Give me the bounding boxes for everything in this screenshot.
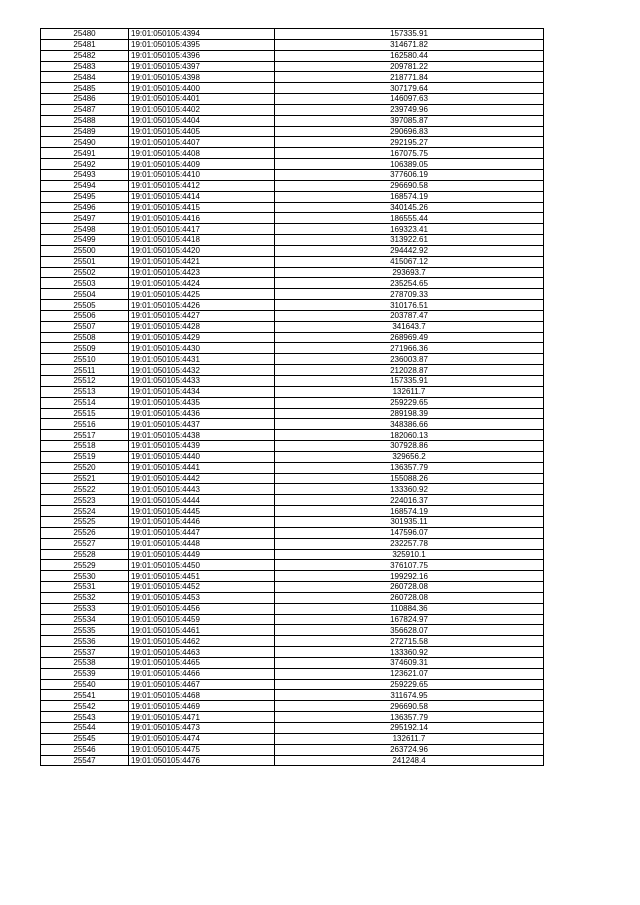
cadastral-number-cell: 19:01:050105:4468: [129, 690, 275, 701]
row-number-cell: 25488: [41, 115, 129, 126]
cadastral-number-cell: 19:01:050105:4433: [129, 376, 275, 387]
row-number-cell: 25543: [41, 712, 129, 723]
cadastral-number-cell: 19:01:050105:4414: [129, 191, 275, 202]
value-cell: 212028.87: [275, 365, 544, 376]
table-row: [41, 647, 544, 658]
row-number-cell: 25515: [41, 408, 129, 419]
value-cell: 155088.26: [275, 473, 544, 484]
table-row: [41, 235, 544, 246]
row-number-cell: 25491: [41, 148, 129, 159]
table-row: [41, 668, 544, 679]
table-row: [41, 376, 544, 387]
cadastral-number-cell: 19:01:050105:4451: [129, 571, 275, 582]
cadastral-number-cell: 19:01:050105:4420: [129, 245, 275, 256]
row-number-cell: 25544: [41, 723, 129, 734]
row-number-cell: 25530: [41, 571, 129, 582]
value-cell: 307179.64: [275, 83, 544, 94]
row-number-cell: 25507: [41, 321, 129, 332]
cadastral-number-cell: 19:01:050105:4429: [129, 332, 275, 343]
value-cell: 311674.95: [275, 690, 544, 701]
value-cell: 289198.39: [275, 408, 544, 419]
value-cell: 259229.65: [275, 679, 544, 690]
value-cell: 278709.33: [275, 289, 544, 300]
cadastral-number-cell: 19:01:050105:4447: [129, 527, 275, 538]
value-cell: 162580.44: [275, 50, 544, 61]
row-number-cell: 25526: [41, 527, 129, 538]
table-row: [41, 571, 544, 582]
table-row: [41, 495, 544, 506]
table-row: [41, 614, 544, 625]
row-number-cell: 25533: [41, 603, 129, 614]
cadastral-number-cell: 19:01:050105:4471: [129, 712, 275, 723]
cadastral-number-cell: 19:01:050105:4459: [129, 614, 275, 625]
row-number-cell: 25536: [41, 636, 129, 647]
value-cell: 236003.87: [275, 354, 544, 365]
cadastral-number-cell: 19:01:050105:4412: [129, 180, 275, 191]
table-row: [41, 603, 544, 614]
value-cell: 271966.36: [275, 343, 544, 354]
cadastral-number-cell: 19:01:050105:4398: [129, 72, 275, 83]
value-cell: 168574.19: [275, 191, 544, 202]
table-row: [41, 104, 544, 115]
value-cell: 313922.61: [275, 235, 544, 246]
value-cell: 168574.19: [275, 506, 544, 517]
row-number-cell: 25521: [41, 473, 129, 484]
cadastral-number-cell: 19:01:050105:4448: [129, 538, 275, 549]
row-number-cell: 25532: [41, 592, 129, 603]
table-row: [41, 310, 544, 321]
row-number-cell: 25524: [41, 506, 129, 517]
table-row: [41, 126, 544, 137]
value-cell: 203787.47: [275, 310, 544, 321]
table-row: [41, 94, 544, 105]
row-number-cell: 25518: [41, 441, 129, 452]
cadastral-number-cell: 19:01:050105:4415: [129, 202, 275, 213]
table-row: [41, 451, 544, 462]
cadastral-number-cell: 19:01:050105:4440: [129, 451, 275, 462]
row-number-cell: 25492: [41, 159, 129, 170]
table-row: [41, 180, 544, 191]
table-body: [41, 29, 544, 766]
value-cell: 209781.22: [275, 61, 544, 72]
table-row: [41, 484, 544, 495]
table-row: [41, 549, 544, 560]
table-row: [41, 636, 544, 647]
cadastral-number-cell: 19:01:050105:4443: [129, 484, 275, 495]
table-row: [41, 506, 544, 517]
value-cell: 348386.66: [275, 419, 544, 430]
table-row: [41, 245, 544, 256]
cadastral-number-cell: 19:01:050105:4416: [129, 213, 275, 224]
cadastral-number-cell: 19:01:050105:4395: [129, 39, 275, 50]
cadastral-number-cell: 19:01:050105:4397: [129, 61, 275, 72]
cadastral-number-cell: 19:01:050105:4438: [129, 430, 275, 441]
row-number-cell: 25516: [41, 419, 129, 430]
table-row: [41, 115, 544, 126]
row-number-cell: 25490: [41, 137, 129, 148]
value-cell: 259229.65: [275, 397, 544, 408]
cadastral-number-cell: 19:01:050105:4466: [129, 668, 275, 679]
row-number-cell: 25523: [41, 495, 129, 506]
cadastral-number-cell: 19:01:050105:4436: [129, 408, 275, 419]
row-number-cell: 25517: [41, 430, 129, 441]
value-cell: 296690.58: [275, 180, 544, 191]
table-row: [41, 289, 544, 300]
row-number-cell: 25503: [41, 278, 129, 289]
table-row: [41, 354, 544, 365]
cadastral-number-cell: 19:01:050105:4469: [129, 701, 275, 712]
table-row: [41, 332, 544, 343]
value-cell: 157335.91: [275, 29, 544, 40]
row-number-cell: 25498: [41, 224, 129, 235]
value-cell: 260728.08: [275, 582, 544, 593]
table-row: [41, 527, 544, 538]
row-number-cell: 25520: [41, 462, 129, 473]
cadastral-number-cell: 19:01:050105:4467: [129, 679, 275, 690]
table-row: [41, 386, 544, 397]
row-number-cell: 25514: [41, 397, 129, 408]
cadastral-number-cell: 19:01:050105:4449: [129, 549, 275, 560]
cadastral-number-cell: 19:01:050105:4474: [129, 733, 275, 744]
table-row: [41, 516, 544, 527]
value-cell: 199292.16: [275, 571, 544, 582]
row-number-cell: 25508: [41, 332, 129, 343]
cadastral-number-cell: 19:01:050105:4456: [129, 603, 275, 614]
row-number-cell: 25525: [41, 516, 129, 527]
row-number-cell: 25519: [41, 451, 129, 462]
cadastral-number-cell: 19:01:050105:4427: [129, 310, 275, 321]
row-number-cell: 25482: [41, 50, 129, 61]
table-row: [41, 278, 544, 289]
cadastral-number-cell: 19:01:050105:4434: [129, 386, 275, 397]
value-cell: 295192.14: [275, 723, 544, 734]
cadastral-number-cell: 19:01:050105:4418: [129, 235, 275, 246]
table-row: [41, 72, 544, 83]
row-number-cell: 25495: [41, 191, 129, 202]
value-cell: 239749.96: [275, 104, 544, 115]
value-cell: 294442.92: [275, 245, 544, 256]
table-row: [41, 256, 544, 267]
row-number-cell: 25528: [41, 549, 129, 560]
cadastral-number-cell: 19:01:050105:4462: [129, 636, 275, 647]
row-number-cell: 25545: [41, 733, 129, 744]
row-number-cell: 25505: [41, 300, 129, 311]
row-number-cell: 25531: [41, 582, 129, 593]
row-number-cell: 25539: [41, 668, 129, 679]
value-cell: 268969.49: [275, 332, 544, 343]
value-cell: 182060.13: [275, 430, 544, 441]
value-cell: 218771.84: [275, 72, 544, 83]
value-cell: 341643.7: [275, 321, 544, 332]
row-number-cell: 25481: [41, 39, 129, 50]
value-cell: 136357.79: [275, 712, 544, 723]
cadastral-number-cell: 19:01:050105:4453: [129, 592, 275, 603]
cadastral-number-cell: 19:01:050105:4405: [129, 126, 275, 137]
row-number-cell: 25494: [41, 180, 129, 191]
value-cell: 263724.96: [275, 744, 544, 755]
value-cell: 290696.83: [275, 126, 544, 137]
value-cell: 147596.07: [275, 527, 544, 538]
row-number-cell: 25534: [41, 614, 129, 625]
table-row: [41, 202, 544, 213]
cadastral-value-table: [40, 28, 544, 766]
row-number-cell: 25538: [41, 657, 129, 668]
cadastral-number-cell: 19:01:050105:4426: [129, 300, 275, 311]
value-cell: 133360.92: [275, 647, 544, 658]
value-cell: 123621.07: [275, 668, 544, 679]
table-row: [41, 690, 544, 701]
cadastral-number-cell: 19:01:050105:4421: [129, 256, 275, 267]
table-row: [41, 365, 544, 376]
row-number-cell: 25504: [41, 289, 129, 300]
cadastral-number-cell: 19:01:050105:4452: [129, 582, 275, 593]
table-row: [41, 538, 544, 549]
row-number-cell: 25547: [41, 755, 129, 766]
cadastral-number-cell: 19:01:050105:4400: [129, 83, 275, 94]
table-row: [41, 408, 544, 419]
table-row: [41, 592, 544, 603]
table-row: [41, 462, 544, 473]
table-row: [41, 148, 544, 159]
table-row: [41, 723, 544, 734]
table-row: [41, 560, 544, 571]
row-number-cell: 25510: [41, 354, 129, 365]
cadastral-number-cell: 19:01:050105:4410: [129, 169, 275, 180]
table-row: [41, 159, 544, 170]
row-number-cell: 25512: [41, 376, 129, 387]
cadastral-number-cell: 19:01:050105:4407: [129, 137, 275, 148]
table-row: [41, 169, 544, 180]
value-cell: 241248.4: [275, 755, 544, 766]
cadastral-number-cell: 19:01:050105:4441: [129, 462, 275, 473]
table-row: [41, 733, 544, 744]
cadastral-number-cell: 19:01:050105:4475: [129, 744, 275, 755]
cadastral-number-cell: 19:01:050105:4473: [129, 723, 275, 734]
row-number-cell: 25527: [41, 538, 129, 549]
cadastral-number-cell: 19:01:050105:4476: [129, 755, 275, 766]
table-row: [41, 224, 544, 235]
table-row: [41, 712, 544, 723]
value-cell: 169323.41: [275, 224, 544, 235]
table-row: [41, 50, 544, 61]
cadastral-number-cell: 19:01:050105:4432: [129, 365, 275, 376]
row-number-cell: 25541: [41, 690, 129, 701]
table-row: [41, 39, 544, 50]
cadastral-number-cell: 19:01:050105:4402: [129, 104, 275, 115]
row-number-cell: 25502: [41, 267, 129, 278]
value-cell: 136357.79: [275, 462, 544, 473]
value-cell: 377606.19: [275, 169, 544, 180]
row-number-cell: 25480: [41, 29, 129, 40]
cadastral-number-cell: 19:01:050105:4463: [129, 647, 275, 658]
cadastral-number-cell: 19:01:050105:4444: [129, 495, 275, 506]
value-cell: 224016.37: [275, 495, 544, 506]
cadastral-number-cell: 19:01:050105:4430: [129, 343, 275, 354]
cadastral-number-cell: 19:01:050105:4428: [129, 321, 275, 332]
cadastral-number-cell: 19:01:050105:4408: [129, 148, 275, 159]
table-row: [41, 419, 544, 430]
table-row: [41, 29, 544, 40]
value-cell: 110884.36: [275, 603, 544, 614]
row-number-cell: 25546: [41, 744, 129, 755]
value-cell: 314671.82: [275, 39, 544, 50]
cadastral-number-cell: 19:01:050105:4431: [129, 354, 275, 365]
cadastral-number-cell: 19:01:050105:4442: [129, 473, 275, 484]
row-number-cell: 25485: [41, 83, 129, 94]
cadastral-number-cell: 19:01:050105:4396: [129, 50, 275, 61]
value-cell: 307928.86: [275, 441, 544, 452]
table-row: [41, 679, 544, 690]
value-cell: 106389.05: [275, 159, 544, 170]
value-cell: 157335.91: [275, 376, 544, 387]
row-number-cell: 25529: [41, 560, 129, 571]
row-number-cell: 25493: [41, 169, 129, 180]
table-row: [41, 267, 544, 278]
row-number-cell: 25506: [41, 310, 129, 321]
row-number-cell: 25500: [41, 245, 129, 256]
table-row: [41, 657, 544, 668]
row-number-cell: 25522: [41, 484, 129, 495]
row-number-cell: 25540: [41, 679, 129, 690]
cadastral-number-cell: 19:01:050105:4401: [129, 94, 275, 105]
cadastral-number-cell: 19:01:050105:4424: [129, 278, 275, 289]
value-cell: 132611.7: [275, 733, 544, 744]
value-cell: 374609.31: [275, 657, 544, 668]
document-page: [40, 28, 543, 766]
value-cell: 235254.65: [275, 278, 544, 289]
cadastral-number-cell: 19:01:050105:4404: [129, 115, 275, 126]
cadastral-number-cell: 19:01:050105:4450: [129, 560, 275, 571]
table-row: [41, 191, 544, 202]
row-number-cell: 25513: [41, 386, 129, 397]
cadastral-number-cell: 19:01:050105:4446: [129, 516, 275, 527]
value-cell: 397085.87: [275, 115, 544, 126]
cadastral-number-cell: 19:01:050105:4425: [129, 289, 275, 300]
table-row: [41, 473, 544, 484]
row-number-cell: 25484: [41, 72, 129, 83]
row-number-cell: 25499: [41, 235, 129, 246]
table-row: [41, 441, 544, 452]
value-cell: 325910.1: [275, 549, 544, 560]
value-cell: 301935.11: [275, 516, 544, 527]
row-number-cell: 25496: [41, 202, 129, 213]
value-cell: 232257.78: [275, 538, 544, 549]
cadastral-number-cell: 19:01:050105:4465: [129, 657, 275, 668]
cadastral-number-cell: 19:01:050105:4461: [129, 625, 275, 636]
row-number-cell: 25487: [41, 104, 129, 115]
row-number-cell: 25489: [41, 126, 129, 137]
value-cell: 272715.58: [275, 636, 544, 647]
value-cell: 146097.63: [275, 94, 544, 105]
value-cell: 376107.75: [275, 560, 544, 571]
row-number-cell: 25486: [41, 94, 129, 105]
value-cell: 167824.97: [275, 614, 544, 625]
value-cell: 132611.7: [275, 386, 544, 397]
value-cell: 340145.26: [275, 202, 544, 213]
row-number-cell: 25509: [41, 343, 129, 354]
value-cell: 260728.08: [275, 592, 544, 603]
cadastral-number-cell: 19:01:050105:4435: [129, 397, 275, 408]
table-row: [41, 83, 544, 94]
value-cell: 310176.51: [275, 300, 544, 311]
cadastral-number-cell: 19:01:050105:4437: [129, 419, 275, 430]
table-row: [41, 321, 544, 332]
value-cell: 415067.12: [275, 256, 544, 267]
table-row: [41, 61, 544, 72]
value-cell: 133360.92: [275, 484, 544, 495]
table-row: [41, 430, 544, 441]
row-number-cell: 25535: [41, 625, 129, 636]
value-cell: 356628.07: [275, 625, 544, 636]
table-row: [41, 582, 544, 593]
row-number-cell: 25483: [41, 61, 129, 72]
value-cell: 167075.75: [275, 148, 544, 159]
table-row: [41, 343, 544, 354]
row-number-cell: 25501: [41, 256, 129, 267]
cadastral-number-cell: 19:01:050105:4423: [129, 267, 275, 278]
row-number-cell: 25537: [41, 647, 129, 658]
table-row: [41, 744, 544, 755]
row-number-cell: 25497: [41, 213, 129, 224]
value-cell: 296690.58: [275, 701, 544, 712]
value-cell: 329656.2: [275, 451, 544, 462]
value-cell: 186555.44: [275, 213, 544, 224]
table-row: [41, 755, 544, 766]
table-row: [41, 137, 544, 148]
cadastral-number-cell: 19:01:050105:4394: [129, 29, 275, 40]
value-cell: 292195.27: [275, 137, 544, 148]
cadastral-number-cell: 19:01:050105:4445: [129, 506, 275, 517]
cadastral-number-cell: 19:01:050105:4439: [129, 441, 275, 452]
table-row: [41, 701, 544, 712]
cadastral-number-cell: 19:01:050105:4417: [129, 224, 275, 235]
table-row: [41, 213, 544, 224]
value-cell: 293693.7: [275, 267, 544, 278]
table-row: [41, 300, 544, 311]
row-number-cell: 25542: [41, 701, 129, 712]
row-number-cell: 25511: [41, 365, 129, 376]
table-row: [41, 625, 544, 636]
cadastral-number-cell: 19:01:050105:4409: [129, 159, 275, 170]
table-row: [41, 397, 544, 408]
